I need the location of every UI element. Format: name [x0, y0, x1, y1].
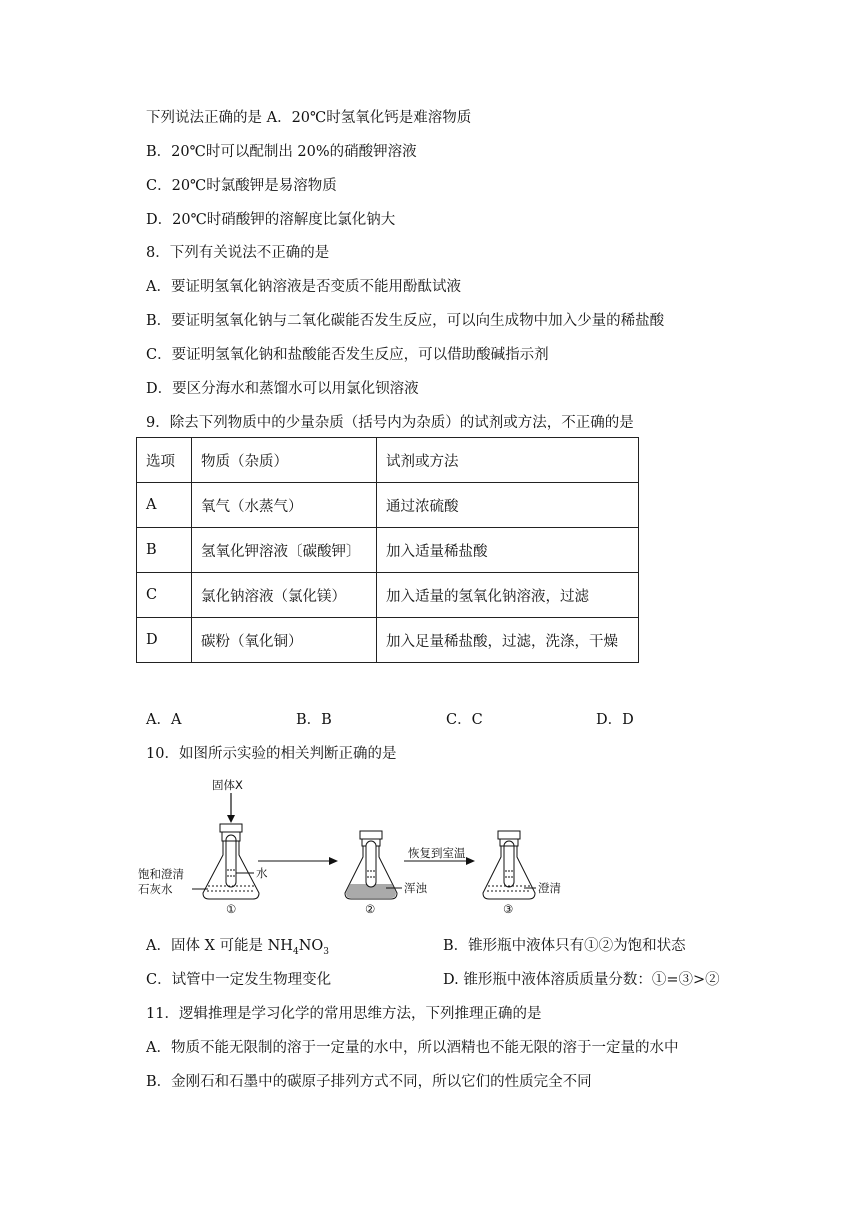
q8-option-c: C．要证明氢氧化钠和盐酸能否发生反应，可以借助酸碱指示剂 [146, 347, 549, 363]
solid-x-label: 固体X [212, 778, 243, 792]
q9-table [136, 437, 639, 663]
water-label: 水 [256, 866, 268, 880]
q10-stem: 10．如图所示实验的相关判断正确的是 [146, 746, 397, 762]
q7-option-d: D．20℃时硝酸钾的溶解度比氯化钠大 [146, 212, 396, 228]
table-cell: 氧气（水蒸气） [192, 483, 377, 528]
q10-option-a [146, 934, 329, 957]
subscript-4: 4 [292, 946, 299, 957]
table-header-cell: 选项 [137, 438, 192, 483]
flask-2-number: ② [365, 902, 376, 916]
flask-2 [345, 831, 402, 899]
table-cell: 氢氧化钾溶液〔碳酸钾〕 [192, 528, 377, 573]
table-header-row [137, 438, 639, 483]
table-cell: 加入足量稀盐酸，过滤，洗涤，干燥 [377, 618, 639, 663]
subscript-3: 3 [323, 946, 330, 957]
flask-3 [483, 831, 536, 899]
q10-option-d: D. 锥形瓶中液体溶质质量分数：①=③>② [443, 972, 720, 988]
q10-option-a-text: A．固体 X 可能是 NH [146, 938, 293, 954]
q8-option-b: B．要证明氢氧化钠与二氧化碳能否发生反应，可以向生成物中加入少量的稀盐酸 [146, 313, 665, 329]
q10-option-a-formula: NO [298, 938, 324, 954]
table-cell: A [137, 483, 192, 528]
table-row [137, 483, 639, 528]
table-row [137, 618, 639, 663]
q10-option-b: B．锥形瓶中液体只有①②为饱和状态 [443, 938, 686, 954]
q8-option-d: D．要区分海水和蒸馏水可以用氯化钡溶液 [146, 381, 419, 397]
table-header-cell: 试剂或方法 [377, 438, 639, 483]
q10-experiment-figure [136, 775, 586, 923]
flask-1-number: ① [226, 902, 237, 916]
q7-stem-option-a: 下列说法正确的是 A．20℃时氢氧化钙是难溶物质 [146, 110, 472, 126]
q9-stem: 9．除去下列物质中的少量杂质（括号内为杂质）的试剂或方法，不正确的是 [146, 415, 634, 431]
q10-option-c: C．试管中一定发生物理变化 [146, 972, 332, 988]
turbid-label: 浑浊 [404, 881, 427, 895]
q9-option-b: B．B [296, 712, 332, 728]
q11-option-a: A．物质不能无限制的溶于一定量的水中，所以酒精也不能无限的溶于一定量的水中 [146, 1040, 679, 1056]
table-cell: 加入适量的氢氧化钠溶液，过滤 [377, 573, 639, 618]
q7-option-c: C．20℃时氯酸钾是易溶物质 [146, 178, 337, 194]
restore-room-temp-label: 恢复到室温 [408, 846, 466, 860]
table-header-cell: 物质（杂质） [192, 438, 377, 483]
q8-option-a: A．要证明氢氧化钠溶液是否变质不能用酚酞试液 [146, 279, 461, 295]
table-cell: 氯化钠溶液（氯化镁） [192, 573, 377, 618]
table-row [137, 573, 639, 618]
table-cell: 通过浓硫酸 [377, 483, 639, 528]
q11-stem: 11．逻辑推理是学习化学的常用思维方法，下列推理正确的是 [146, 1006, 542, 1022]
table-cell: C [137, 573, 192, 618]
q11-option-b: B．金刚石和石墨中的碳原子排列方式不同，所以它们的性质完全不同 [146, 1074, 592, 1090]
table-cell: 加入适量稀盐酸 [377, 528, 639, 573]
q9-option-d: D．D [596, 712, 634, 728]
table-cell: D [137, 618, 192, 663]
q9-option-c: C．C [446, 712, 483, 728]
table-row [137, 528, 639, 573]
flask-3-number: ③ [503, 902, 514, 916]
saturated-label-line1: 饱和澄清 [138, 867, 184, 881]
table-cell: 碳粉（氧化铜） [192, 618, 377, 663]
q8-stem: 8．下列有关说法不正确的是 [146, 245, 330, 261]
q7-option-b: B．20℃时可以配制出 20%的硝酸钾溶液 [146, 144, 417, 160]
q9-option-a: A．A [146, 712, 182, 728]
flask-1 [203, 824, 259, 899]
saturated-label-line2: 石灰水 [138, 882, 173, 896]
clear-label: 澄清 [538, 881, 561, 895]
table-cell: B [137, 528, 192, 573]
